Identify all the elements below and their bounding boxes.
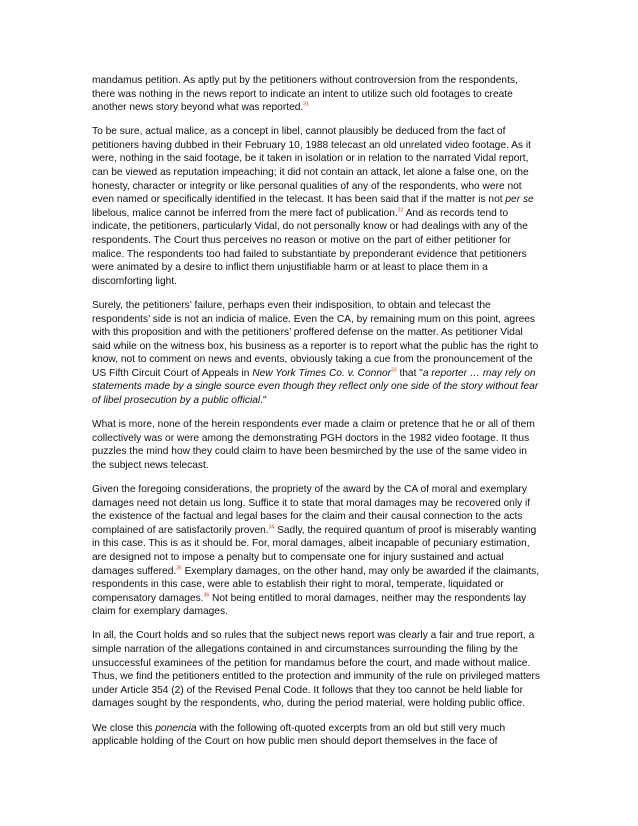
text-run: that " xyxy=(396,367,423,379)
paragraph-4 xyxy=(92,418,542,472)
footnote-ref-36[interactable]: 36 xyxy=(203,592,210,599)
text-run: In all, the Court holds and so rules that the subject news report was clearly a fair and true report, a simple narration of the allegations contained in and circumstances surrounding the filing by the unsuccessful examinees of the petition for mandamus before the court, and made without malice. Thus, we find the petitioners entitled to the protection and immunity of the rule on privileged matters under Article 354 (2) of the Revised Penal Code. It follows that they too cannot be held liable for damages sought by the respondents, who, during the period material, were holding public office. xyxy=(92,630,540,710)
footnote-ref-35[interactable]: 35 xyxy=(176,565,182,572)
italic-term: ponencia xyxy=(155,722,197,734)
text-run: Not being entitled to moral damages, neither may the respondents lay claim for exemplary damages. xyxy=(92,592,527,618)
text-run: Surely, the petitioners’ failure, perhaps even their indisposition, to obtain and telecast the respondents’ side is not an indicia of malice. Even the CA, by remaining mum on this point, agrees with this proposition and with the petitioners’ proffered defense on the matter. As petitioner Vidal said while on the witness box, his business as a reporter is to report what the public has the right to know, not to comment on news and events, obviously taking a cue from the pronouncement of the US Fifth Circuit Court of Appeals in xyxy=(92,299,539,379)
paragraph-7 xyxy=(92,722,542,749)
text-run: Sadly, the required quantum of proof is miserably wanting in this case. This is as it should be. For, moral damages, albeit incapable of pecuniary estimation, are designed not to impose a penalty but to compensate one for injury sustained and actual damages suffered. xyxy=(92,524,537,577)
text-run: To be sure, actual malice, as a concept in libel, cannot plausibly be deduced from the fact of petitioners having dubbed in their February 10, 1988 telecast an old unrelated video footage. As it were, nothing in the said footage, be it taken in isolation or in relation to the narrated Vidal report, can be viewed as reputation impeaching; it did not contain an attack, let alone a false one, on the honesty, character or integrity or like personal qualities of any of the respondents, who were not even named or specifically identified in the telecast. It has been said that if the matter is not xyxy=(92,126,531,206)
text-run: Exemplary damages, on the other hand, may only be awarded if the claimants, respondents in this case, were able to establish their right to moral, temperate, liquidated or compensatory damages. xyxy=(92,565,540,604)
paragraph-3 xyxy=(92,299,542,408)
footnote-ref-33[interactable]: 33 xyxy=(391,367,397,374)
text-run: ." xyxy=(260,395,267,407)
italic-quote: a reporter … may rely on statements made by a single source even though they reflect only one side of the story without fear of libel prosecution by a public official xyxy=(92,367,539,407)
italic-term: per se xyxy=(505,194,534,206)
footnote-ref-31[interactable]: 31 xyxy=(303,101,309,108)
document-body xyxy=(92,74,542,759)
text-run: Given the foregoing considerations, the propriety of the award by the CA of moral and exemplary damages need not detain us long. Suffice it to state that moral damages may be recovered only if the existence of the factual and legal bases for the claim and their causal connection to the acts complained of are satisfactorily proven. xyxy=(92,484,531,536)
footnote-ref-32[interactable]: 32 xyxy=(397,207,404,214)
text-run: What is more, none of the herein respondents ever made a claim or pretence that he or all of them collectively was or were among the demonstrating PGH doctors in the 1982 video footage. It thus puzzles the mind how they could claim to have been besmirched by the use of the same video in the subject news telecast. xyxy=(92,419,535,471)
text-run: with the following oft-quoted excerpts from an old but still very much applicable holding of the Court on how public men should deport themselves in the face of xyxy=(92,722,506,748)
text-run: mandamus petition. As aptly put by the petitioners without controversion from the respondents, there was nothing in the news report to indicate an intent to utilize such old footages to create another news story beyond what was reported. xyxy=(92,75,518,114)
footnote-ref-34[interactable]: 34 xyxy=(268,524,275,531)
paragraph-5 xyxy=(92,483,542,619)
paragraph-2 xyxy=(92,125,542,288)
text-run: And as records tend to indicate, the petitioners, particularly Vidal, do not personally know or had dealings with any of the respondents. The Court thus perceives no reason or motive on the part of either petitioner for malice. The respondents too had failed to substantiate by preponderant evidence that petitioners were animated by a desire to inflict them unjustifiable harm or at least to place them in a discomforting light. xyxy=(92,207,528,287)
paragraph-6 xyxy=(92,629,542,711)
paragraph-1 xyxy=(92,74,542,115)
text-run: We close this xyxy=(92,722,156,734)
case-citation: New York Times Co. v. Connor xyxy=(252,367,392,379)
text-run: libelous, malice cannot be inferred from the mere fact of publication. xyxy=(92,207,398,219)
